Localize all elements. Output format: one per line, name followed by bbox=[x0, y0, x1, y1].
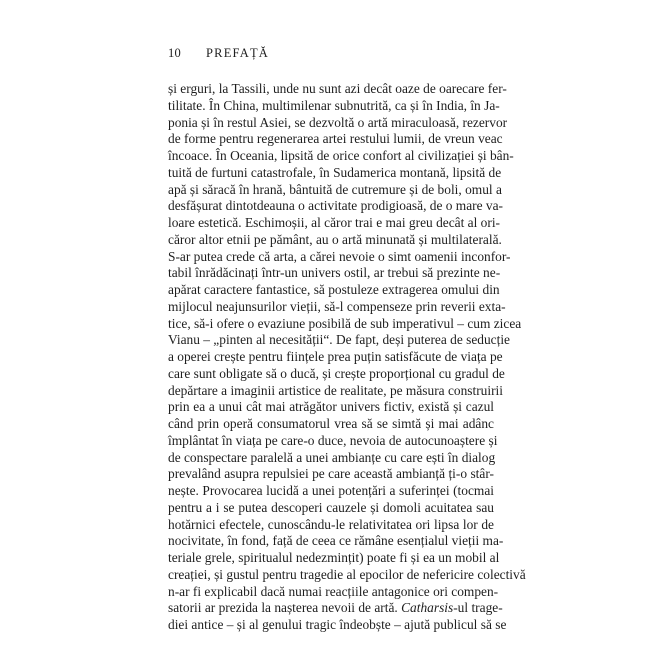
text-line: care sunt obligate să o ducă, și crește proporțional cu gradul de bbox=[168, 365, 505, 381]
text-line: Vianu – „pinten al necesității“. De fapt, deși puterea de seducție bbox=[168, 332, 511, 348]
text-line: prin ea a unui cât mai atrăgător univers fictiv, există și cazul bbox=[168, 399, 494, 415]
text-line-end: -ul trage- bbox=[453, 600, 503, 616]
text-line: prevalând asupra repulsiei pe care această ambianță ți-o stâr- bbox=[168, 466, 494, 482]
body-text bbox=[168, 81, 526, 634]
text-line: apărat caractere fantastice, să postuleze extragerea omului din bbox=[168, 282, 500, 297]
text-line: teriale grele, spiritualul nedezmințit) poate fi și ea un mobil al bbox=[168, 550, 500, 565]
text-line: depărtare a imaginii artistice de realitate, pe măsura construirii bbox=[168, 382, 503, 398]
text-line: diei antice – și al genului tragic îndeobște – ajută publicul să se bbox=[168, 617, 507, 632]
text-line: ponia și în restul Asiei, se dezvoltă o artă miraculoasă, rezervor bbox=[168, 114, 508, 130]
text-line: tice, să-i ofere o evaziune posibilă de sub imperativul – cum zicea bbox=[168, 315, 522, 331]
running-head bbox=[168, 46, 269, 61]
text-line: de conspectare paralelă a unei ambianțe cu care ești în dialog bbox=[168, 449, 496, 465]
text-line: a operei crește pentru ființele prea puțin satisfăcute de viața pe bbox=[168, 349, 503, 364]
page-number: 10 bbox=[168, 46, 182, 60]
text-line: hotărnici efectele, cunoscându-le relativitatea ori lipsa lor de bbox=[168, 516, 494, 532]
text-line: nocivitate, în fond, față de ceea ce rămâne esențialul vieții ma- bbox=[168, 533, 504, 549]
text-line: împlântat în viața pe care-o duce, nevoia de autocunoaștere și bbox=[168, 432, 498, 448]
text-line: creației, și gustul pentru tragedie al epocilor de nefericire colectivă bbox=[168, 566, 526, 582]
italic-term: Catharsis bbox=[401, 600, 454, 616]
text-line: n-ar fi explicabil dacă numai reacțiile antagonice ori compen- bbox=[168, 583, 499, 599]
text-line: și erguri, la Tassili, unde nu sunt azi decât oaze de oarecare fer- bbox=[168, 81, 507, 96]
text-line-start: satorii ar prezida la nașterea nevoii de artă. bbox=[168, 600, 398, 616]
text-line: când prin operă consumatorul vrea să se simtă și mai adânc bbox=[168, 416, 494, 431]
text-line: de forme pentru regenerarea artei restului lumii, de vreun veac bbox=[168, 131, 503, 147]
text-line bbox=[168, 600, 503, 617]
section-title: PREFAȚĂ bbox=[206, 46, 270, 60]
text-line: S-ar putea crede că arta, a cărei nevoie o simt oamenii inconfor- bbox=[168, 248, 511, 264]
text-line: nește. Provocarea lucidă a unei potențări a suferinței (tocmai bbox=[168, 483, 494, 498]
text-line: căror altor etnii pe pământ, au o artă minunată și multilaterală. bbox=[168, 231, 502, 247]
text-line: tuită de furtuni catastrofale, în Sudamerica montană, lipsită de bbox=[168, 164, 502, 180]
text-line: tilitate. În China, multimilenar subnutrită, ca și în India, în Ja- bbox=[168, 97, 500, 113]
text-line: loare estetică. Eschimoșii, al căror trai e mai greu decât al ori- bbox=[168, 215, 501, 230]
text-line: mijlocul neajunsurilor vieții, să-l compenseze prin reverii exta- bbox=[168, 298, 506, 314]
text-line: desfășurat dintotdeauna o activitate prodigioasă, de o mare va- bbox=[168, 198, 504, 214]
text-line: încoace. În Oceania, lipsită de orice confort al civilizației și bân- bbox=[168, 148, 514, 163]
text-line: pentru a i se putea descoperi cauzele și domoli acuitatea sau bbox=[168, 499, 494, 515]
text-line: tabil înrădăcinați într-un univers ostil, ar trebui să prezinte ne- bbox=[168, 265, 501, 281]
text-line: apă și săracă în hrană, bântuită de cutremure și de boli, omul a bbox=[168, 181, 502, 197]
